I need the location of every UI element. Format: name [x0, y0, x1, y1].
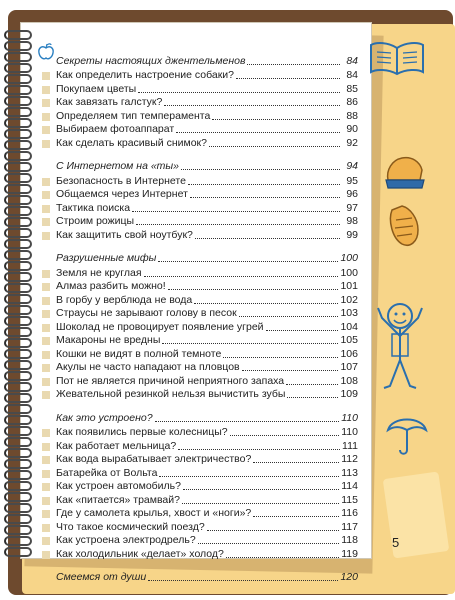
toc-entry — [42, 266, 358, 280]
bullet-square — [42, 99, 50, 107]
toc-entry — [42, 347, 358, 361]
binding-ring — [4, 426, 32, 436]
section-heading — [42, 571, 358, 585]
leader-dots — [148, 580, 338, 581]
entry-page: 114 — [341, 480, 358, 492]
binding-ring — [4, 393, 32, 403]
entry-page: 96 — [346, 188, 358, 200]
bullet-square — [42, 310, 50, 318]
binding-ring — [4, 371, 32, 381]
bullet-square — [42, 364, 50, 372]
toc-section — [42, 54, 358, 150]
toc-entry — [42, 520, 358, 534]
leader-dots — [190, 197, 340, 198]
binding-ring — [4, 74, 32, 84]
leader-dots — [155, 421, 340, 422]
entry-page: 109 — [340, 388, 358, 400]
binding-ring — [4, 338, 32, 348]
entry-title: Выбираем фотоаппарат — [56, 123, 175, 135]
leader-dots — [236, 78, 340, 79]
binding-ring — [4, 96, 32, 106]
binding-ring — [4, 228, 32, 238]
toc-entry — [42, 69, 358, 83]
binding-ring — [4, 195, 32, 205]
toc-entry — [42, 280, 358, 294]
entry-title: Жевательной резинкой нельзя вычистить зубы — [56, 388, 286, 400]
entry-page: 101 — [340, 280, 358, 292]
umbrella-icon — [382, 410, 432, 460]
section-title: С Интернетом на «ты» — [56, 160, 179, 172]
binding-ring — [4, 184, 32, 194]
section-heading — [42, 252, 358, 266]
section-page: 120 — [340, 571, 358, 583]
bullet-square — [42, 72, 50, 80]
toc-entry — [42, 466, 358, 480]
bullet-square — [42, 205, 50, 213]
entry-title: Макароны не вредны — [56, 334, 161, 346]
toc-entry — [42, 361, 358, 375]
entry-page: 86 — [346, 96, 358, 108]
toc-entry — [42, 426, 358, 440]
binding-ring — [4, 283, 32, 293]
entry-title: Пот не является причиной неприятного запаха — [56, 374, 285, 387]
binding-ring — [4, 63, 32, 73]
entry-title: Тактика поиска — [56, 201, 131, 214]
entry-title: Как сделать красивый снимок? — [56, 136, 207, 149]
bullet-square — [42, 483, 50, 491]
entry-title: Кошки не видят в полной темноте — [56, 347, 222, 360]
bullet-square — [42, 283, 50, 291]
entry-title: Безопасность в Интернете — [56, 174, 186, 187]
entry-title: Алмаз разбить можно! — [56, 280, 166, 292]
page-number: 5 — [392, 535, 400, 550]
entry-title: Как защитить свой ноутбук? — [56, 228, 193, 241]
entry-page: 107 — [340, 361, 358, 373]
binding-ring — [4, 151, 32, 161]
section-title: Смеемся от души — [56, 571, 147, 583]
entry-page: 116 — [341, 507, 358, 519]
toc-section — [42, 252, 358, 402]
book-icon — [368, 40, 426, 78]
bullet-square — [42, 378, 50, 386]
entry-title: Общаемся через Интернет — [56, 188, 188, 200]
section-page: 84 — [346, 54, 358, 67]
entry-page: 102 — [340, 293, 358, 306]
entry-page: 118 — [341, 534, 358, 546]
leader-dots — [132, 211, 340, 212]
spiral-binding — [0, 22, 30, 557]
binding-ring — [4, 316, 32, 326]
binding-ring — [4, 85, 32, 95]
entry-title: Батарейка от Вольта — [56, 466, 158, 479]
binding-ring — [4, 118, 32, 128]
entry-page: 92 — [346, 136, 358, 149]
entry-title: Как устроен автомобиль? — [56, 480, 181, 492]
leader-dots — [176, 132, 340, 133]
toc-entry — [42, 493, 358, 507]
entry-page: 85 — [346, 82, 358, 95]
binding-ring — [4, 437, 32, 447]
toc-entry — [42, 547, 358, 561]
toc-entry — [42, 374, 358, 388]
entry-title: Как «питается» трамвай? — [56, 493, 180, 506]
leader-dots — [164, 105, 340, 106]
entry-title: Как завязать галстук? — [56, 96, 163, 108]
entry-page: 105 — [340, 334, 358, 346]
toc-entry — [42, 109, 358, 123]
entry-title: Где у самолета крылья, хвост и «ноги»? — [56, 507, 252, 519]
toc-entry — [42, 96, 358, 110]
entry-page: 111 — [342, 439, 358, 452]
binding-ring — [4, 459, 32, 469]
leader-dots — [266, 330, 339, 331]
bullet-square — [42, 497, 50, 505]
binding-ring — [4, 305, 32, 315]
binding-ring — [4, 30, 32, 40]
bullet-square — [42, 218, 50, 226]
entry-title: Как работает мельница? — [56, 439, 177, 452]
binding-ring — [4, 327, 32, 337]
leader-dots — [198, 543, 340, 544]
section-title: Разрушенные мифы — [56, 252, 157, 264]
entry-title: Строим рожицы — [56, 215, 135, 227]
bullet-square — [42, 391, 50, 399]
toc-entry — [42, 174, 358, 188]
bullet-square — [42, 232, 50, 240]
entry-page: 98 — [346, 215, 358, 227]
entry-page: 112 — [341, 453, 358, 465]
toc-section — [42, 571, 358, 585]
toc-entry — [42, 188, 358, 202]
leader-dots — [162, 343, 338, 344]
leader-dots — [230, 435, 340, 436]
binding-ring — [4, 547, 32, 557]
leader-dots — [138, 92, 340, 93]
toc-entry — [42, 201, 358, 215]
table-of-contents — [42, 54, 358, 594]
leader-dots — [286, 384, 338, 385]
entry-page: 113 — [341, 466, 358, 479]
leader-dots — [239, 316, 339, 317]
toc-entry — [42, 123, 358, 137]
toc-entry — [42, 480, 358, 494]
toc-section — [42, 160, 358, 242]
entry-page: 84 — [346, 69, 358, 81]
leader-dots — [209, 146, 340, 147]
leader-dots — [182, 503, 339, 504]
toc-entry — [42, 82, 358, 96]
leader-dots — [253, 516, 339, 517]
leader-dots — [287, 397, 338, 398]
bullet-square — [42, 510, 50, 518]
binding-ring — [4, 514, 32, 524]
entry-page: 88 — [346, 109, 358, 122]
bullet-square — [42, 351, 50, 359]
toc-entry — [42, 307, 358, 321]
leader-dots — [188, 184, 340, 185]
binding-ring — [4, 250, 32, 260]
toc-entry — [42, 507, 358, 521]
section-page: 100 — [340, 252, 358, 264]
leader-dots — [181, 169, 340, 170]
bullet-square — [42, 443, 50, 451]
binding-ring — [4, 206, 32, 216]
binding-ring — [4, 525, 32, 535]
leader-dots — [223, 357, 338, 358]
toc-entry — [42, 334, 358, 348]
entry-page: 106 — [340, 347, 358, 360]
section-page: 110 — [341, 411, 358, 424]
bullet-square — [42, 456, 50, 464]
section-heading — [42, 54, 358, 68]
entry-page: 103 — [340, 307, 358, 319]
entry-page: 108 — [340, 374, 358, 387]
binding-ring — [4, 173, 32, 183]
binding-ring — [4, 162, 32, 172]
binding-ring — [4, 107, 32, 117]
entry-title: Как вода вырабатывает электричество? — [56, 453, 252, 465]
leader-dots — [247, 64, 340, 65]
binding-ring — [4, 481, 32, 491]
leader-dots — [194, 303, 338, 304]
toc-entry — [42, 293, 358, 307]
bullet-square — [42, 337, 50, 345]
entry-title: Шоколад не провоцирует появление угрей — [56, 320, 264, 333]
binding-ring — [4, 404, 32, 414]
stick-figure-icon — [370, 288, 430, 393]
bullet-square — [42, 297, 50, 305]
leader-dots — [144, 276, 339, 277]
toc-entry — [42, 453, 358, 467]
bullet-square — [42, 178, 50, 186]
leader-dots — [207, 530, 340, 531]
entry-title: Определяем тип темперамента — [56, 109, 211, 122]
entry-page: 90 — [346, 123, 358, 135]
section-title: Секреты настоящих джентельменов — [56, 54, 246, 67]
leader-dots — [242, 370, 339, 371]
entry-title: Что такое космический поезд? — [56, 520, 205, 533]
leader-dots — [159, 476, 339, 477]
bullet-square — [42, 524, 50, 532]
bullet-square — [42, 470, 50, 478]
binding-ring — [4, 382, 32, 392]
binding-ring — [4, 536, 32, 546]
toc-entry — [42, 320, 358, 334]
binding-ring — [4, 415, 32, 425]
section-page: 94 — [346, 160, 358, 172]
entry-page: 117 — [341, 520, 358, 533]
entry-title: Как устроена электродрель? — [56, 534, 196, 546]
binding-ring — [4, 41, 32, 51]
leader-dots — [253, 462, 339, 463]
toc-entry — [42, 228, 358, 242]
binding-ring — [4, 272, 32, 282]
section-heading — [42, 411, 358, 425]
bullet-square — [42, 86, 50, 94]
leader-dots — [226, 557, 339, 558]
entry-page: 104 — [340, 320, 358, 333]
bullet-square — [42, 537, 50, 545]
entry-page: 115 — [341, 493, 358, 506]
binding-ring — [4, 239, 32, 249]
binding-ring — [4, 492, 32, 502]
leader-dots — [158, 261, 338, 262]
leader-dots — [178, 449, 340, 450]
shoes-icon — [380, 140, 430, 250]
entry-page: 95 — [346, 174, 358, 187]
binding-ring — [4, 448, 32, 458]
bullet-square — [42, 126, 50, 134]
bullet-square — [42, 140, 50, 148]
binding-ring — [4, 503, 32, 513]
bullet-square — [42, 429, 50, 437]
entry-title: Как холодильник «делает» холод? — [56, 547, 224, 560]
entry-page: 97 — [346, 201, 358, 214]
binding-ring — [4, 470, 32, 480]
entry-title: Как появились первые колесницы? — [56, 426, 228, 438]
leader-dots — [195, 238, 340, 239]
binding-ring — [4, 349, 32, 359]
section-title: Как это устроено? — [56, 411, 153, 424]
leader-dots — [183, 489, 339, 490]
bullet-square — [42, 113, 50, 121]
binding-ring — [4, 360, 32, 370]
section-heading — [42, 160, 358, 174]
entry-page: 99 — [346, 228, 358, 241]
binding-ring — [4, 129, 32, 139]
bullet-square — [42, 551, 50, 559]
binding-ring — [4, 52, 32, 62]
entry-title: В горбу у верблюда не вода — [56, 293, 193, 306]
entry-title: Покупаем цветы — [56, 82, 137, 95]
entry-page: 110 — [341, 426, 358, 438]
toc-entry — [42, 136, 358, 150]
toc-section — [42, 411, 358, 561]
toc-entry — [42, 388, 358, 402]
bullet-square — [42, 191, 50, 199]
bullet-square — [42, 324, 50, 332]
entry-page: 119 — [341, 547, 358, 560]
toc-entry — [42, 534, 358, 548]
leader-dots — [136, 224, 340, 225]
toc-entry — [42, 439, 358, 453]
binding-ring — [4, 140, 32, 150]
leader-dots — [168, 289, 339, 290]
entry-page: 100 — [340, 266, 358, 279]
toc-entry — [42, 215, 358, 229]
entry-title: Акулы не часто нападают на пловцов — [56, 361, 240, 373]
binding-ring — [4, 294, 32, 304]
leader-dots — [212, 119, 340, 120]
binding-ring — [4, 261, 32, 271]
entry-title: Страусы не зарывают голову в песок — [56, 307, 237, 319]
entry-title: Как определить настроение собаки? — [56, 69, 235, 81]
bullet-square — [42, 270, 50, 278]
binding-ring — [4, 217, 32, 227]
entry-title: Земля не круглая — [56, 266, 142, 279]
